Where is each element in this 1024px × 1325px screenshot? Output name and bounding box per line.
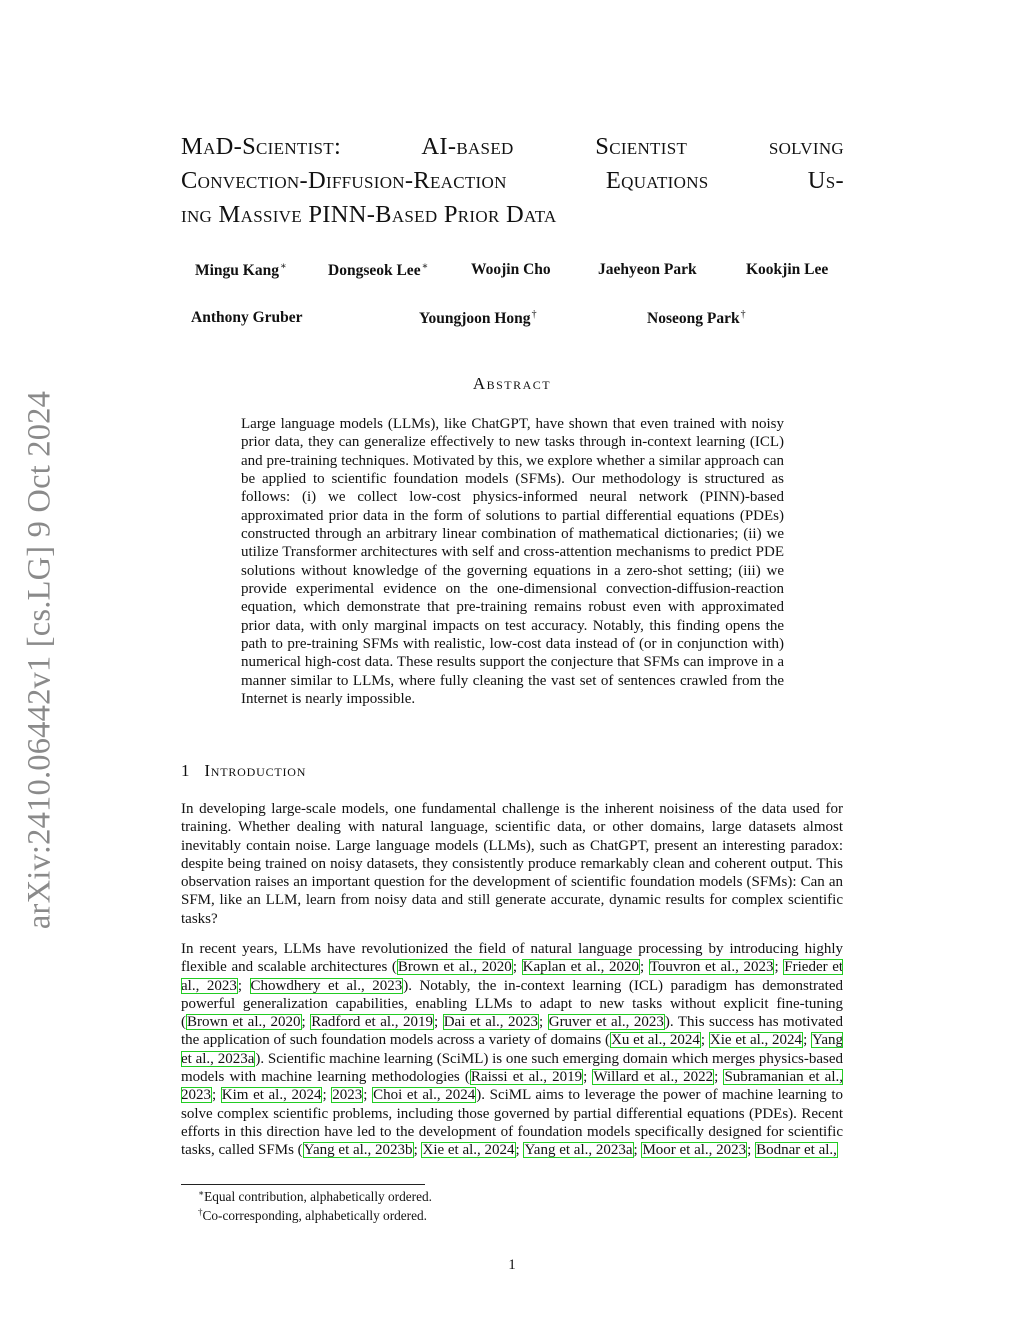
citation-link[interactable]: Dai et al., 2023 bbox=[443, 1014, 539, 1031]
citation-link[interactable]: 2023 bbox=[332, 1087, 363, 1104]
abstract-text: Large language models (LLMs), like ChatGPT, have shown that even trained with noisy prior data, they can generalize effectively to new tasks through in-context learning (ICL) and pre-training techniques. Motivated by this, we explore whether a similar approach can be applied to scientific foundation models (SFMs). Our methodology is structured as follows: (i) we collect low-cost physics-informed neural network (PINN)-based approximated prior data in the form of solutions to partial differential equations (PDEs) constructed through an arbitrary linear combination of mathematical dictionaries; (ii) we utilize Transformer architectures with self and cross-attention mechanisms to predict PDE solutions without knowledge of the governing equations in a zero-shot setting; (iii) we provide experimental evidence on the one-dimensional convection-diffusion-reaction equation, which demonstrate that pre-training remains robust even with approximated prior data, with only marginal impacts on test accuracy. Notably, this finding opens the path to pre-training SFMs with realistic, low-cost data instead of (or in conjunction with) numerical high-cost data. These results support the conjecture that SFMs can improve in a manner similar to LLMs, where fully cleaning the vast set of sentences crawled from the Internet is nearly impossible. bbox=[241, 416, 784, 708]
abstract-heading: Abstract bbox=[472, 374, 552, 393]
author: Woojin Cho bbox=[471, 261, 551, 278]
author: Dongseok Lee∗ bbox=[328, 261, 429, 279]
citation-link[interactable]: Moor et al., 2023 bbox=[642, 1142, 747, 1159]
author: Noseong Park† bbox=[647, 309, 746, 327]
section-title: Introduction bbox=[204, 761, 307, 780]
citation-link[interactable]: Willard et al., 2022 bbox=[593, 1069, 714, 1086]
citation-link[interactable]: Bodnar et al., bbox=[756, 1142, 837, 1159]
title-line-2: Convection-Diffusion-Reaction Equations Us- bbox=[181, 167, 844, 194]
citation-link[interactable]: Chowdhery et al., 2023 bbox=[250, 977, 403, 994]
citation-link[interactable]: Touvron et al., 2023 bbox=[649, 959, 774, 976]
intro-paragraph-2: In recent years, LLMs have revolutionized the field of natural language processing by introducing highly flexible and scalable architectures (Brown et al., 2020; Kaplan et al., 2020; Touvron et al., 2023; Frieder et al., 2023; Chowdhery et al., 2023). Notably, the in-context learning (ICL) paradigm has demonstrated powerful generalization capabilities, enabling LLMs to adapt to new tasks without explicit fine-tuning (Brown et al., 2020; Radford et al., 2019; Dai et al., 2023; Gruver et al., 2023). This success has motivated the application of such foundation models across a variety of domains (Xu et al., 2024; Xie et al., 2024; Yang et al., 2023a). Scientific machine learning (SciML) is one such emerging domain which merges physics-based models with machine learning methodologies (Raissi et al., 2019; Willard et al., 2022; Subramanian et al., 2023; Kim et al., 2024; 2023; Choi et al., 2024). SciML aims to leverage the power of machine learning to solve complex scientific problems, including those governed by partial differential equations (PDEs). Recent efforts in this direction have led to the development of foundation models specifically designed for scientific tasks, called SFMs (Yang et al., 2023b; Xie et al., 2024; Yang et al., 2023a; Moor et al., 2023; Bodnar et al., bbox=[181, 941, 844, 1159]
author: Kookjin Lee bbox=[746, 261, 829, 278]
arxiv-stamp bbox=[8, 360, 72, 960]
page-number: 1 bbox=[508, 1257, 516, 1273]
footnote: ∗Equal contribution, alphabetically ordered. bbox=[198, 1188, 432, 1204]
citation-link[interactable]: Brown et al., 2020 bbox=[187, 1014, 301, 1031]
citation-link[interactable]: Xu et al., 2024 bbox=[611, 1032, 700, 1049]
title-line-3: ing Massive PINN-Based Prior Data bbox=[181, 201, 557, 228]
citation-link[interactable]: Xie et al., 2024 bbox=[709, 1032, 803, 1049]
footnote: †Co-corresponding, alphabetically ordered. bbox=[198, 1207, 427, 1223]
footnote-rule bbox=[181, 1184, 425, 1185]
author: Anthony Gruber bbox=[191, 309, 303, 326]
citation-link[interactable]: Raissi et al., 2019 bbox=[470, 1069, 583, 1086]
citation-link[interactable]: Gruver et al., 2023 bbox=[548, 1014, 664, 1031]
citation-link[interactable]: Brown et al., 2020 bbox=[397, 959, 512, 976]
citation-link[interactable]: Yang et al., 2023b bbox=[303, 1142, 413, 1159]
section-heading bbox=[181, 761, 306, 781]
section-number: 1 bbox=[181, 761, 191, 780]
citation-link[interactable]: Xie et al., 2024 bbox=[422, 1142, 515, 1159]
citation-link[interactable]: Kim et al., 2024 bbox=[221, 1087, 322, 1104]
author: Youngjoon Hong† bbox=[419, 309, 537, 327]
intro-paragraph-1: In developing large-scale models, one fundamental challenge is the inherent noisiness of the data used for training. Whether dealing with natural language, scientific data, or other domains, large datasets almost inevitably contain noise. Large language models (LLMs), such as ChatGPT, present an interesting paradox: despite being trained on noisy datasets, they consistently produce remarkably clean and coherent output. This observation raises an important question for the development of scientific foundation models (SFMs): Can an SFM, like an LLM, learn from noisy data and still generate accurate, dynamic results for complex scientific tasks? bbox=[181, 801, 843, 927]
paper-title bbox=[181, 130, 844, 232]
citation-link[interactable]: Frieder et al., 2023 bbox=[181, 959, 844, 994]
title-line-1: MaD-Scientist: AI-based Scientist solving bbox=[181, 133, 844, 160]
citation-link[interactable]: Choi et al., 2024 bbox=[373, 1087, 476, 1104]
author: Jaehyeon Park bbox=[598, 261, 697, 278]
author: Mingu Kang∗ bbox=[195, 261, 287, 279]
citation-link[interactable]: Yang et al., 2023a bbox=[524, 1142, 633, 1159]
citation-link[interactable]: Kaplan et al., 2020 bbox=[522, 959, 639, 976]
citation-link[interactable]: Subramanian et al., 2023 bbox=[181, 1069, 843, 1104]
citation-link[interactable]: Radford et al., 2019 bbox=[311, 1014, 434, 1031]
citation-link[interactable]: Yang et al., 2023a bbox=[181, 1032, 844, 1067]
arxiv-identifier: arXiv:2410.06442v1 [cs.LG] 9 Oct 2024 bbox=[21, 390, 58, 930]
